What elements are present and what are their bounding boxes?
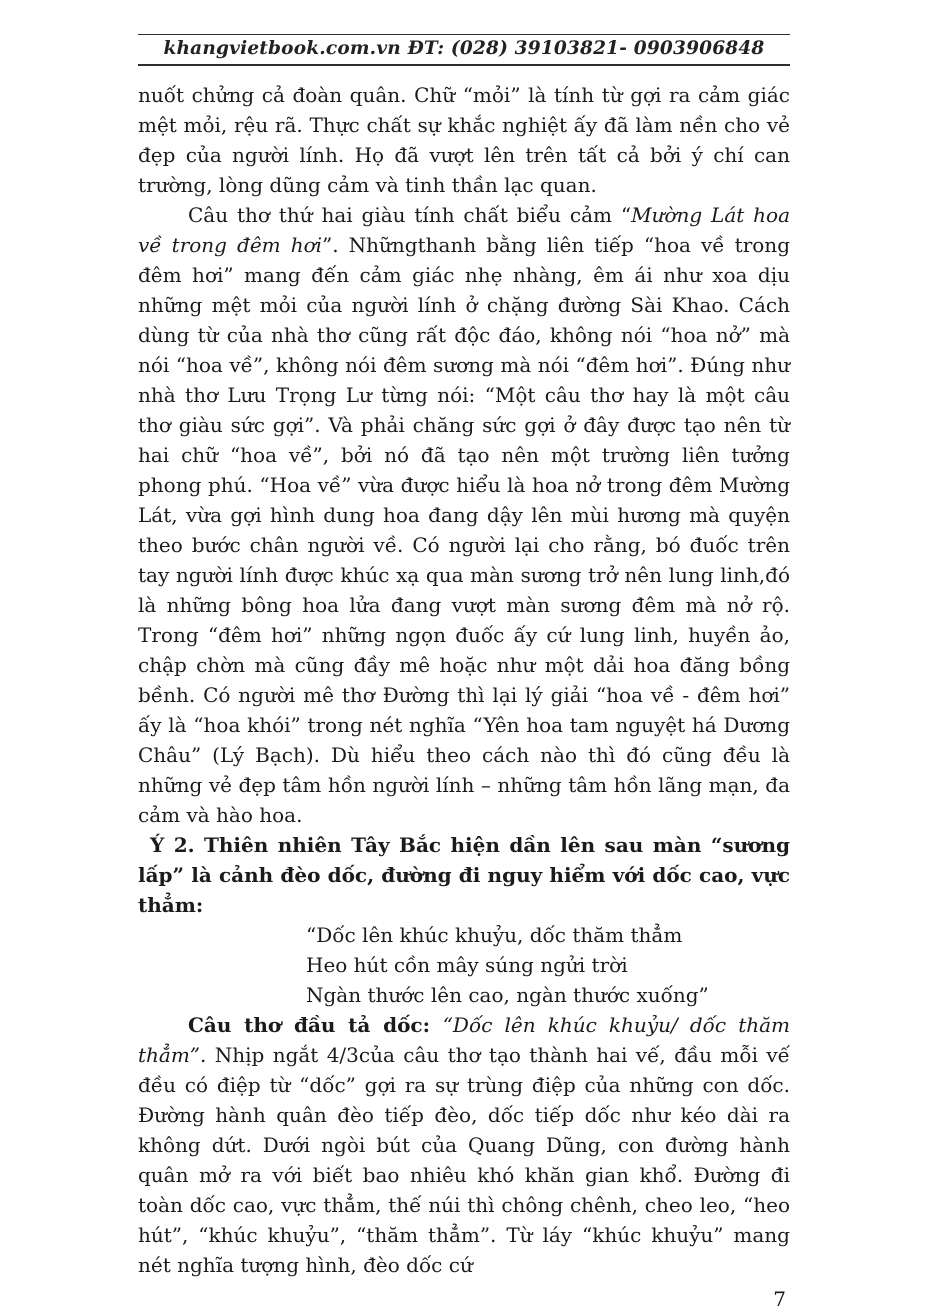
paragraph	[138, 830, 790, 920]
verse-line: Ngàn thước lên cao, ngàn thước xuống”	[306, 983, 709, 1007]
text-segment: Mường Lát hoa về trong đêm hơi	[138, 203, 791, 257]
document-body	[138, 80, 790, 1280]
paragraph	[138, 80, 790, 200]
text-segment: ”. Nhữngthanh bằng liên tiếp “hoa về trong đêm hơi” mang đến cảm giác nhẹ nhàng, êm ái như xoa dịu những mệt mỏi của người lính ở chặng đường Sài Khao. Cách dùng từ của nhà thơ cũng rất độc đáo, không nói “hoa nở” mà nói “hoa về”, không nói đêm sương mà nói “đêm hơi”. Đúng như nhà thơ Lưu Trọng Lư từng nói: “Một câu thơ hay là một câu thơ giàu sức gợi”. Và phải chăng sức gợi ở đây được tạo nên từ hai chữ “hoa về”, bởi nó đã tạo nên một trường liên tưởng phong phú. “Hoa về” vừa được hiểu là hoa nở trong đêm Mường Lát, vừa gợi hình dung hoa đang dậy lên mùi hương mà quyện theo bước chân người về. Có người lại cho rằng, bó đuốc trên tay người lính được khúc xạ qua màn sương trở nên lung linh,đó là những bông hoa lửa đang vượt màn sương đêm mà nở rộ. Trong “đêm hơi” những ngọn đuốc ấy cứ lung linh, huyền ảo, chập chờn mà cũng đầy mê hoặc như một dải hoa đăng bồng bềnh. Có người mê thơ Đường thì lại lý giải “hoa về - đêm hơi” ấy là “hoa khói” trong nét nghĩa “Yên hoa tam nguyệt há Dương Châu” (Lý Bạch). Dù hiểu theo cách nào thì đó cũng đều là những vẻ đẹp tâm hồn người lính – những tâm hồn lãng mạn, đa cảm và hào hoa.	[138, 233, 790, 827]
header-text: khangvietbook.com.vn ĐT: (028) 39103821- 0903906848	[163, 38, 765, 59]
page-header	[138, 34, 790, 66]
verse-line: “Dốc lên khúc khuỷu, dốc thăm thẳm	[306, 923, 683, 947]
text-segment: Nhịp ngắt 4/3của câu thơ tạo thành hai vế, đầu mỗi vế đều có điệp từ “dốc” gợi ra sự trùng điệp của những con dốc. Đường hành quân đèo tiếp đèo, dốc tiếp dốc như kéo dài ra không dứt. Dưới ngòi bút của Quang Dũng, con đường hành quân mở ra với biết bao nhiêu khó khăn gian khổ. Đường đi toàn dốc cao, vực thẳm, thế núi thì chông chênh, cheo leo, “heo hút”, “khúc khuỷu”, “thăm thẳm”. Từ láy “khúc khuỷu” mang nét nghĩa tượng hình, đèo dốc cứ	[138, 1043, 790, 1277]
text-segment: Câu thơ thứ hai giàu tính chất biểu cảm “	[188, 203, 632, 227]
page-number: 7	[773, 1287, 786, 1311]
paragraph	[138, 200, 790, 830]
text-segment: Câu thơ đầu tả dốc:	[188, 1013, 443, 1037]
text-segment: “Dốc lên khúc khuỷu/ dốc thăm thẳm”.	[138, 1013, 791, 1067]
text-segment: Ý 2. Thiên nhiên Tây Bắc hiện dần lên sau màn “sương lấp” là cảnh đèo dốc, đường đi nguy hiểm với dốc cao, vực thẳm:	[138, 833, 790, 917]
text-segment: nuốt chửng cả đoàn quân. Chữ “mỏi” là tính từ gợi ra cảm giác mệt mỏi, rệu rã. Thực chất sự khắc nghiệt ấy đã làm nền cho vẻ đẹp của người lính. Họ đã vượt lên trên tất cả bởi ý chí can trường, lòng dũng cảm và tinh thần lạc quan.	[138, 83, 790, 197]
paragraph	[138, 1010, 790, 1280]
verse-line: Heo hút cồn mây súng ngửi trời	[306, 953, 628, 977]
verse-block	[306, 920, 790, 1010]
